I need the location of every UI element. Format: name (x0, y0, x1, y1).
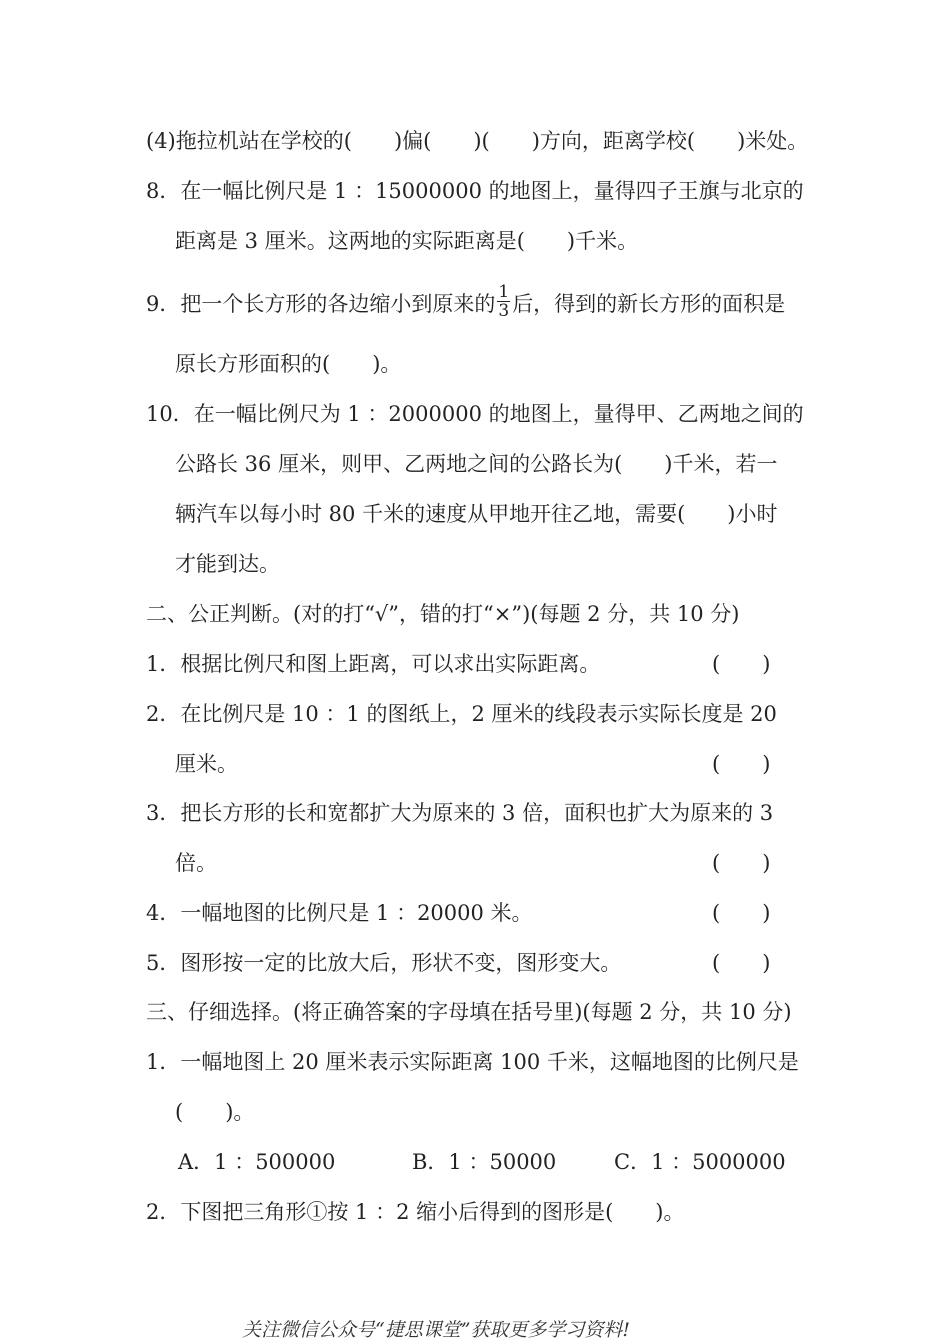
q10-line4: 才能到达。 (175, 552, 280, 576)
s3-q1-option-a: A．1 ：500000 (178, 1150, 336, 1174)
fraction-numerator: 1 (498, 282, 510, 302)
s2-q5-answer-blank: ( ) (712, 951, 771, 975)
q8-line1: 8．在一幅比例尺是 1 ：15000000 的地图上，量得四子王旗与北京的 (146, 179, 804, 203)
s2-q3-answer-blank: ( ) (712, 851, 771, 875)
q9-line1 (146, 282, 786, 324)
fraction-denominator: 3 (498, 301, 510, 321)
s2-q2-line1: 2．在比例尺是 10 ：1 的图纸上，2 厘米的线段表示实际长度是 20 (146, 702, 777, 726)
q10-line3: 辆汽车以每小时 80 千米的速度从甲地开往乙地，需要( )小时 (175, 502, 778, 526)
q10-line1: 10．在一幅比例尺为 1 ：2000000 的地图上，量得甲、乙两地之间的 (146, 402, 804, 426)
q9-text-before-fraction: 9．把一个长方形的各边缩小到原来的 (146, 292, 496, 316)
s3-q2: 2．下图把三角形①按 1 ：2 缩小后得到的图形是( )。 (146, 1200, 685, 1224)
s2-q4: 4．一幅地图的比例尺是 1 ：20000 米。 (146, 901, 533, 925)
q7-part4: (4)拖拉机站在学校的( )偏( )( )方向，距离学校( )米处。 (146, 129, 809, 153)
s2-q4-answer-blank: ( ) (712, 901, 771, 925)
q9-line2: 原长方形面积的( )。 (175, 352, 402, 376)
footer-promo-text: 关注微信公众号“捷思课堂”获取更多学习资料! (242, 1319, 631, 1341)
q10-line2: 公路长 36 厘米，则甲、乙两地之间的公路长为( )千米，若一 (175, 452, 778, 476)
s2-q1-answer-blank: ( ) (712, 652, 771, 676)
q9-text-after-fraction: 后，得到的新长方形的面积是 (512, 292, 786, 316)
s3-q1-option-b: B．1 ：50000 (412, 1150, 557, 1174)
s3-q1-option-c: C．1 ：5000000 (614, 1150, 786, 1174)
s2-q3-line2: 倍。 (175, 851, 217, 875)
section3-title: 三、仔细选择。(将正确答案的字母填在括号里)(每题 2 分，共 10 分) (146, 1000, 792, 1024)
s2-q2-line2: 厘米。 (175, 752, 238, 776)
s2-q5: 5．图形按一定的比放大后，形状不变，图形变大。 (146, 951, 622, 975)
section2-title: 二、公正判断。(对的打“√”，错的打“×”)(每题 2 分，共 10 分) (146, 602, 740, 626)
s3-q1-line1: 1．一幅地图上 20 厘米表示实际距离 100 千米，这幅地图的比例尺是 (146, 1050, 799, 1074)
s2-q1: 1．根据比例尺和图上距离，可以求出实际距离。 (146, 652, 601, 676)
s3-q1-line2: ( )。 (175, 1100, 255, 1124)
fraction-one-third (497, 283, 510, 320)
q8-line2: 距离是 3 厘米。这两地的实际距离是( )千米。 (175, 229, 639, 253)
s2-q3-line1: 3．把长方形的长和宽都扩大为原来的 3 倍，面积也扩大为原来的 3 (146, 801, 774, 825)
s2-q2-answer-blank: ( ) (712, 752, 771, 776)
